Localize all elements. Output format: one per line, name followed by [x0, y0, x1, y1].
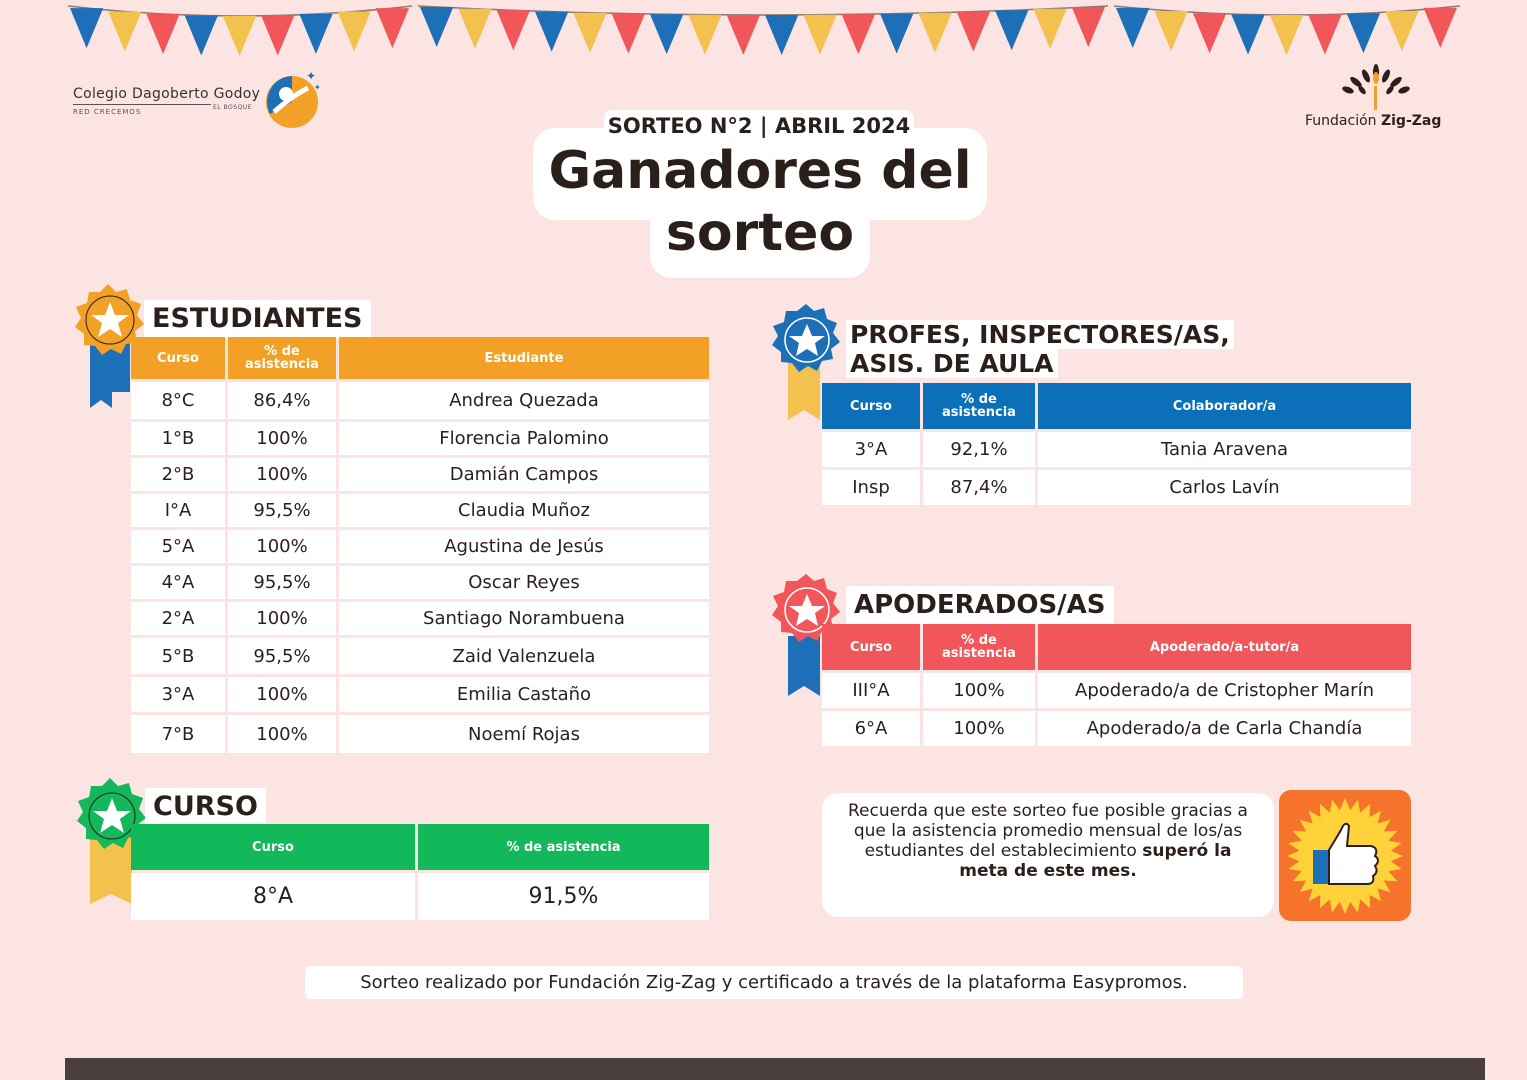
table-cell: Insp	[822, 470, 920, 505]
table-row	[822, 673, 1411, 708]
table-cell: 100%	[923, 673, 1035, 708]
bunting-flag	[299, 14, 332, 54]
table-row	[131, 602, 709, 635]
bunting-flag	[1270, 15, 1303, 55]
table-cell: 6°A	[822, 711, 920, 746]
table-row	[131, 715, 709, 753]
table-cell: 3°A	[822, 432, 920, 467]
table-row	[131, 382, 709, 419]
bunting-flag	[573, 13, 606, 53]
bunting-flag	[1231, 15, 1264, 55]
table-cell: Florencia Palomino	[339, 422, 709, 455]
bunting-flag	[1347, 13, 1380, 53]
bunting-flag	[497, 10, 530, 50]
table-cell: 87,4%	[923, 470, 1035, 505]
table-cell: Santiago Norambuena	[339, 602, 709, 635]
tree-icon	[1338, 64, 1414, 110]
table-cell: Carlos Lavín	[1038, 470, 1411, 505]
footer-text: Sorteo realizado por Fundación Zig-Zag y certificado a través de la plataforma Easypromos.	[305, 966, 1243, 999]
column-header-asistencia: % de asistencia	[923, 383, 1035, 429]
table-row	[822, 711, 1411, 746]
table-cell: 8°C	[131, 382, 225, 419]
column-header-curso: Curso	[822, 383, 920, 429]
profes-heading-line-2: ASIS. DE AULA	[846, 349, 1058, 378]
profes-heading-line-1: PROFES, INSPECTORES/AS,	[846, 320, 1234, 349]
column-header-apoderado: Apoderado/a-tutor/a	[1038, 624, 1411, 670]
table-cell: Apoderado/a de Carla Chandía	[1038, 711, 1411, 746]
svg-text:✦: ✦	[314, 83, 321, 92]
apoderados-table-body	[822, 673, 1411, 746]
table-cell: Damián Campos	[339, 458, 709, 491]
column-header-curso: Curso	[131, 337, 225, 379]
note-text-bold: superó la meta de este mes.	[959, 841, 1232, 881]
table-cell: 100%	[228, 458, 336, 491]
profes-table	[819, 380, 1414, 508]
table-header-row	[131, 337, 709, 379]
profes-table-body	[822, 432, 1411, 505]
bunting-flag	[1193, 13, 1226, 53]
table-cell: 2°B	[131, 458, 225, 491]
school-network: RED CRECEMOS	[73, 108, 142, 116]
table-cell: 3°A	[131, 677, 225, 712]
bunting-flag	[1116, 8, 1149, 48]
apoderados-table	[819, 621, 1414, 749]
table-cell: 100%	[228, 602, 336, 635]
table-cell: 92,1%	[923, 432, 1035, 467]
bottom-bar	[65, 1058, 1485, 1080]
table-row	[131, 458, 709, 491]
bunting-flag	[223, 16, 256, 56]
table-cell: Zaid Valenzuela	[339, 638, 709, 674]
school-commune: EL BOSQUE	[213, 104, 252, 111]
bunting-decoration	[0, 0, 1527, 70]
bunting-flag	[376, 8, 409, 48]
svg-text:✦: ✦	[306, 69, 317, 83]
table-cell: Emilia Castaño	[339, 677, 709, 712]
table-cell: 91,5%	[418, 873, 709, 920]
bunting-flag	[261, 16, 294, 56]
bunting-flag	[727, 15, 760, 55]
table-cell: Oscar Reyes	[339, 566, 709, 599]
column-header-asistencia: % de asistencia	[923, 624, 1035, 670]
table-cell: Andrea Quezada	[339, 382, 709, 419]
table-row	[131, 422, 709, 455]
table-row	[131, 566, 709, 599]
school-logo-line	[73, 104, 211, 105]
bunting-flag	[995, 10, 1028, 50]
table-row	[131, 873, 709, 920]
bunting-flag	[957, 12, 990, 52]
table-header-row	[822, 624, 1411, 670]
thumbs-up-card	[1279, 790, 1411, 921]
bunting-flag	[1154, 11, 1187, 51]
bunting-flag	[1385, 11, 1418, 51]
title-line-2: sorteo	[665, 203, 855, 263]
bunting-flag	[1072, 7, 1105, 47]
table-row	[131, 494, 709, 527]
table-cell: 2°A	[131, 602, 225, 635]
bunting-flag	[1033, 9, 1066, 49]
bunting-flag	[842, 14, 875, 54]
profes-heading	[838, 320, 1242, 378]
table-cell: Claudia Muñoz	[339, 494, 709, 527]
column-header-colaborador: Colaborador/a	[1038, 383, 1411, 429]
table-cell: 100%	[228, 677, 336, 712]
thumbs-up-icon	[1279, 790, 1411, 921]
table-row	[131, 677, 709, 712]
table-row	[131, 530, 709, 563]
bunting-flag	[420, 7, 453, 47]
bunting-flag	[70, 8, 103, 48]
table-cell: 100%	[228, 715, 336, 753]
table-cell: 100%	[228, 422, 336, 455]
table-row	[822, 470, 1411, 505]
bunting-flag	[108, 12, 141, 52]
estudiantes-table	[128, 334, 712, 756]
attendance-note	[822, 793, 1274, 917]
table-cell: III°A	[822, 673, 920, 708]
note-text: Recuerda que este sorteo fue posible gracias a que la asistencia promedio mensual de los/as estudiantes del establecimiento	[848, 801, 1248, 861]
bunting-flag	[185, 16, 218, 56]
table-cell: 8°A	[131, 873, 415, 920]
table-cell: 100%	[923, 711, 1035, 746]
bunting-flag	[765, 15, 798, 55]
title-line-1: Ganadores del	[548, 141, 972, 201]
bunting-flag	[650, 14, 683, 54]
column-header-asistencia: % de asistencia	[418, 824, 709, 870]
table-cell: 95,5%	[228, 638, 336, 674]
table-cell: 5°A	[131, 530, 225, 563]
bunting-flag	[535, 12, 568, 52]
table-cell: Tania Aravena	[1038, 432, 1411, 467]
table-cell: 95,5%	[228, 566, 336, 599]
draw-subtitle: SORTEO N°2 | ABRIL 2024	[604, 110, 914, 142]
table-header-row	[131, 824, 709, 870]
school-name: Colegio Dagoberto Godoy	[73, 86, 261, 102]
column-header-curso: Curso	[131, 824, 415, 870]
table-cell: Noemí Rojas	[339, 715, 709, 753]
table-cell: 95,5%	[228, 494, 336, 527]
table-cell: 100%	[228, 530, 336, 563]
bunting-flag	[338, 12, 371, 52]
table-cell: 7°B	[131, 715, 225, 753]
column-header-curso: Curso	[822, 624, 920, 670]
bunting-flag	[1424, 8, 1457, 48]
table-header-row	[822, 383, 1411, 429]
curso-table	[128, 821, 712, 923]
bunting-flag	[803, 15, 836, 55]
table-cell: Agustina de Jesús	[339, 530, 709, 563]
curso-table-body	[131, 873, 709, 920]
bunting-flag	[612, 14, 645, 54]
estudiantes-table-body	[131, 382, 709, 753]
table-cell: Apoderado/a de Cristopher Marín	[1038, 673, 1411, 708]
table-cell: 1°B	[131, 422, 225, 455]
table-cell: I°A	[131, 494, 225, 527]
bunting-flag	[1308, 15, 1341, 55]
table-row	[822, 432, 1411, 467]
column-header-estudiante: Estudiante	[339, 337, 709, 379]
bunting-flag	[918, 13, 951, 53]
column-header-asistencia: % de asistencia	[228, 337, 336, 379]
bunting-flag	[880, 14, 913, 54]
apoderados-heading: APODERADOS/AS	[846, 586, 1114, 624]
curso-heading: CURSO	[145, 788, 266, 826]
bunting-flag	[688, 15, 721, 55]
table-row	[131, 638, 709, 674]
table-cell: 5°B	[131, 638, 225, 674]
bunting-flag	[146, 14, 179, 54]
table-cell: 4°A	[131, 566, 225, 599]
page-title	[533, 140, 987, 264]
foundation-logo-text: Fundación Zig-Zag	[1305, 113, 1442, 129]
estudiantes-heading: ESTUDIANTES	[144, 300, 371, 338]
table-cell: 86,4%	[228, 382, 336, 419]
bunting-flag	[458, 9, 491, 49]
school-logo-icon	[262, 66, 324, 132]
